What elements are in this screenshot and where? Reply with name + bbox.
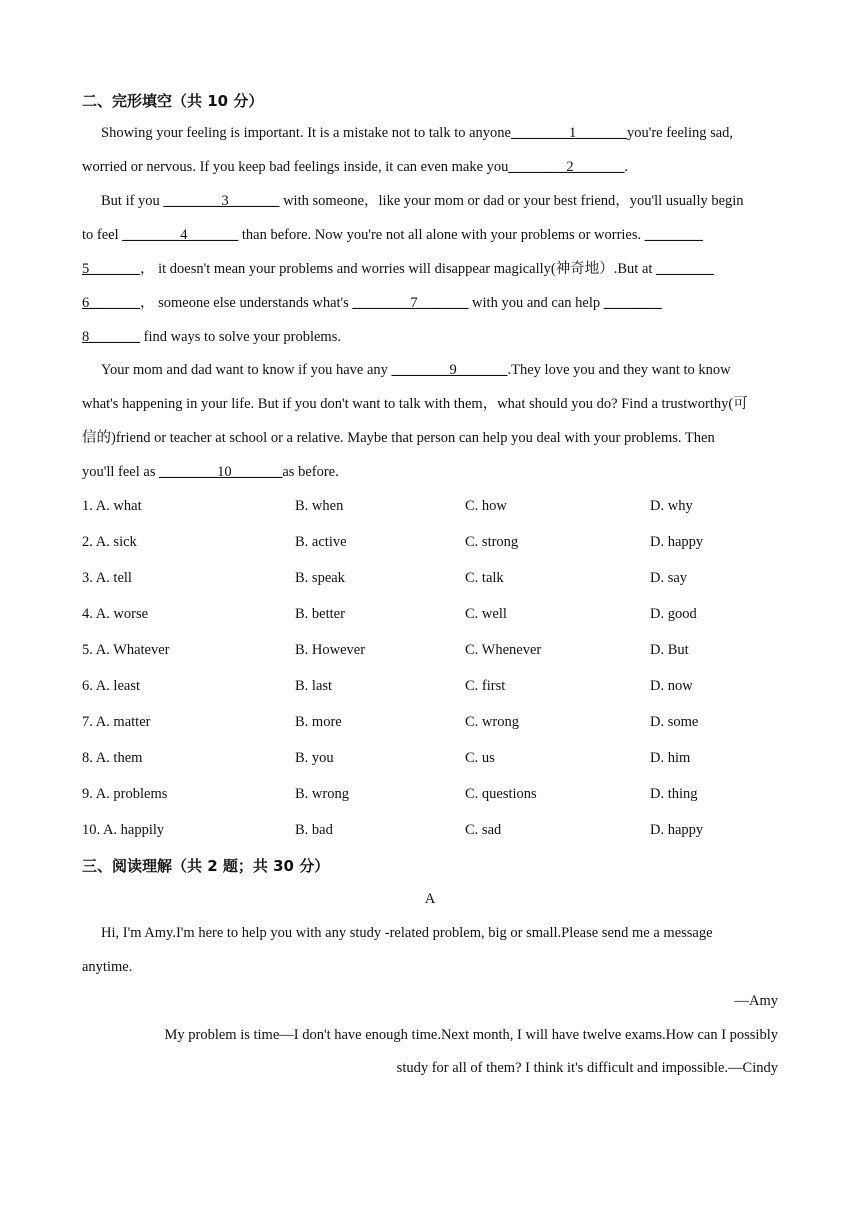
blank-8-start: ________ xyxy=(603,295,662,311)
blank-5: 5_______ xyxy=(82,261,140,277)
option-b: B. you xyxy=(295,750,334,766)
option-row xyxy=(82,748,778,768)
blank-9: ________9_______ xyxy=(391,362,508,378)
amy-message-line-2: anytime. xyxy=(82,959,133,975)
option-a: 1. A. what xyxy=(82,498,142,514)
cloze-paragraph-2-line-4 xyxy=(82,293,778,313)
cloze-paragraph-2-line-2 xyxy=(82,225,778,245)
text: Your mom and dad want to know if you have any xyxy=(101,362,392,378)
option-row xyxy=(82,640,778,660)
section-label: A xyxy=(424,891,436,907)
option-a: 9. A. problems xyxy=(82,786,168,802)
option-d: D. now xyxy=(650,678,693,694)
blank-2: ________2_______ xyxy=(508,159,625,175)
option-b: B. bad xyxy=(295,822,333,838)
text: .They love you and they want to know xyxy=(507,362,731,378)
option-b: B. wrong xyxy=(295,786,349,802)
option-d: D. happy xyxy=(650,534,704,550)
cloze-paragraph-1-line-2 xyxy=(82,157,778,177)
option-c: C. Whenever xyxy=(465,642,542,658)
option-a: 10. A. happily xyxy=(82,822,165,838)
option-row xyxy=(82,604,778,624)
option-a: 4. A. worse xyxy=(82,606,149,622)
option-b: B. However xyxy=(295,642,366,658)
cloze-paragraph-3-line-4 xyxy=(82,462,778,482)
option-d: D. good xyxy=(650,606,697,622)
text: with you and can help xyxy=(468,295,604,311)
amy-message-line-1: Hi, I'm Amy.I'm here to help you with any study -related problem, big or small.Please send me a message xyxy=(101,925,713,941)
blank-3: ________3_______ xyxy=(163,193,280,209)
option-d: D. some xyxy=(650,714,699,730)
text: But if you xyxy=(101,193,164,209)
option-c: C. wrong xyxy=(465,714,519,730)
option-row xyxy=(82,820,778,840)
option-d: D. him xyxy=(650,750,691,766)
option-c: C. strong xyxy=(465,534,519,550)
blank-4: ________4_______ xyxy=(122,227,239,243)
cindy-message-line-1: My problem is time—I don't have enough time.Next month, I will have twelve exams.How can I possibly xyxy=(164,1027,778,1043)
text: to feel xyxy=(82,227,123,243)
text: . xyxy=(624,159,629,175)
option-row xyxy=(82,568,778,588)
option-d: D. But xyxy=(650,642,689,658)
option-c: C. us xyxy=(465,750,495,766)
option-row xyxy=(82,496,778,516)
text: worried or nervous. If you keep bad feelings inside, it can even make you xyxy=(82,159,509,175)
option-row xyxy=(82,676,778,696)
blank-5-start: ________ xyxy=(644,227,703,243)
blank-6: 6_______ xyxy=(82,295,140,311)
option-a: 3. A. tell xyxy=(82,570,132,586)
blank-8: 8_______ xyxy=(82,329,140,345)
text: ， someone else understands what's xyxy=(140,295,353,311)
reading-heading: 三、阅读理解（共 2 题；共 30 分） xyxy=(82,857,330,875)
cloze-paragraph-2-line-5 xyxy=(82,327,778,347)
cloze-paragraph-3-line-1 xyxy=(82,360,797,380)
amy-signature: —Amy xyxy=(734,993,778,1009)
cloze-paragraph-1-line-1 xyxy=(82,123,797,143)
text: find ways to solve your problems. xyxy=(140,329,341,345)
option-c: C. first xyxy=(465,678,506,694)
cloze-paragraph-3-line-2 xyxy=(82,394,778,414)
option-d: D. say xyxy=(650,570,688,586)
option-c: C. talk xyxy=(465,570,504,586)
text: with someone，like your mom or dad or your best friend，you'll usually begin xyxy=(279,193,744,209)
text: what's happening in your life. But if you don't want to talk with them，what should you do? Find a trustworthy(可 xyxy=(82,396,748,412)
option-a: 2. A. sick xyxy=(82,534,137,550)
option-d: D. why xyxy=(650,498,693,514)
text: Showing your feeling is important. It is a mistake not to talk to anyone xyxy=(101,125,511,141)
option-row xyxy=(82,712,778,732)
option-row xyxy=(82,784,778,804)
option-c: C. well xyxy=(465,606,507,622)
blank-6-start: ________ xyxy=(656,261,715,277)
text: 信的)friend or teacher at school or a relative. Maybe that person can help you deal with your problems. Then xyxy=(82,430,715,446)
option-b: B. when xyxy=(295,498,344,514)
blank-7: ________7_______ xyxy=(352,295,469,311)
text: you'll feel as xyxy=(82,464,160,480)
option-b: B. speak xyxy=(295,570,345,586)
option-c: C. how xyxy=(465,498,507,514)
cloze-paragraph-2-line-1 xyxy=(82,191,797,211)
option-b: B. more xyxy=(295,714,342,730)
option-d: D. thing xyxy=(650,786,698,802)
option-row xyxy=(82,532,778,552)
option-a: 8. A. them xyxy=(82,750,143,766)
blank-10: ________10_______ xyxy=(159,464,283,480)
text: than before. Now you're not all alone with your problems or worries. xyxy=(238,227,645,243)
text: as before. xyxy=(282,464,339,480)
cindy-message-line-2: study for all of them? I think it's difficult and impossible.—Cindy xyxy=(396,1060,778,1076)
option-b: B. last xyxy=(295,678,333,694)
option-d: D. happy xyxy=(650,822,704,838)
cloze-heading: 二、完形填空（共 10 分） xyxy=(82,92,264,110)
option-a: 7. A. matter xyxy=(82,714,151,730)
text: you're feeling sad, xyxy=(626,125,734,141)
cloze-paragraph-2-line-3 xyxy=(82,259,778,279)
option-a: 5. A. Whatever xyxy=(82,642,170,658)
option-a: 6. A. least xyxy=(82,678,140,694)
option-c: C. sad xyxy=(465,822,502,838)
option-b: B. active xyxy=(295,534,347,550)
blank-1: ________1_______ xyxy=(510,125,627,141)
option-c: C. questions xyxy=(465,786,537,802)
option-b: B. better xyxy=(295,606,345,622)
cloze-paragraph-3-line-3 xyxy=(82,428,778,448)
text: ， it doesn't mean your problems and worries will disappear magically(神奇地）.But at xyxy=(140,261,657,277)
